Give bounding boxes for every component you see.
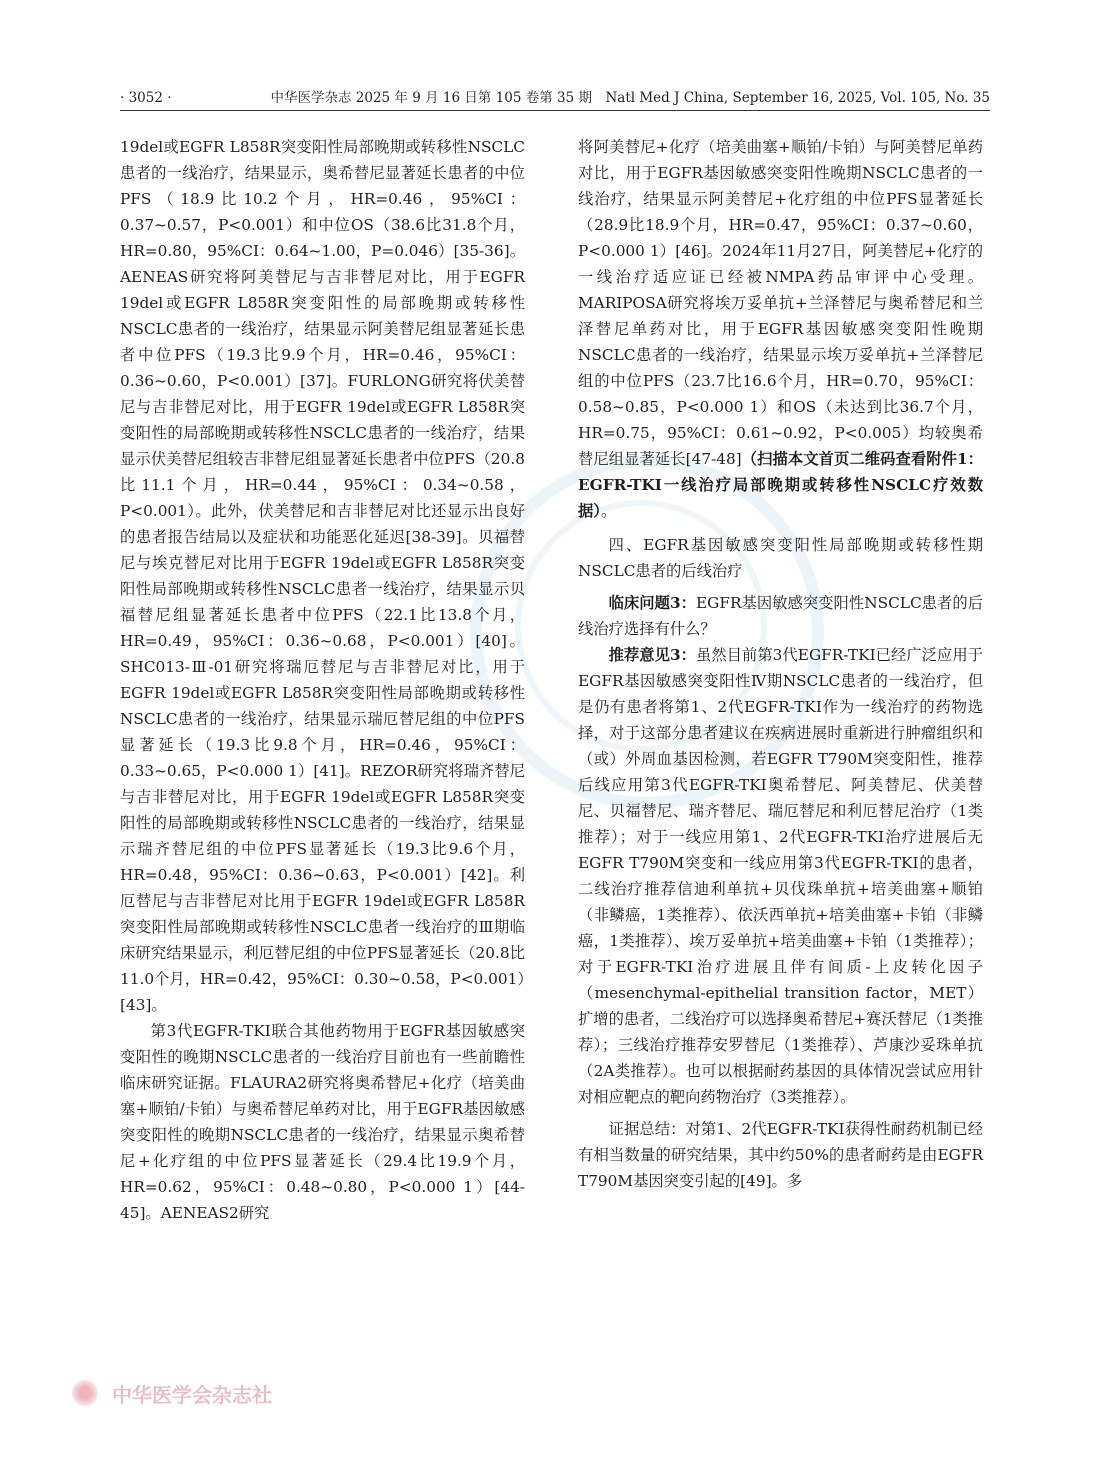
- right-paragraph-1-tail: 。: [600, 502, 617, 520]
- clinical-question-label: 临床问题3：: [608, 594, 696, 612]
- right-paragraph-1-text: 将阿美替尼+化疗（培美曲塞+顺铂/卡铂）与阿美替尼单药对比，用于EGFR基因敏感突变阳性晚期NSCLC患者的一线治疗，结果显示阿美替尼+化疗组的中位PFS显著延长（28.9比18.9个月，HR=0.47，95%CI：0.37~0.60，P<0.000 1）[46]。2024年11月27日，阿美替尼+化疗的一线治疗适应证已经被NMPA药品审评中心受理。MARIPOSA研究将埃万妥单抗+兰泽替尼与奥希替尼和兰泽替尼单药对比，用于EGFR基因敏感突变阳性晚期NSCLC患者的一线治疗，结果显示埃万妥单抗+兰泽替尼组的中位PFS（23.7比16.6个月，HR=0.70，95%CI：0.58~0.85，P<0.000 1）和OS（未达到比36.7个月，HR=0.75，95%CI：0.61~0.92，P<0.005）均较奥希替尼组显著延长[47-48]: [578, 138, 983, 468]
- flower-icon: [72, 1380, 98, 1406]
- right-paragraph-1: [578, 134, 983, 524]
- left-paragraph-1: 19del或EGFR L858R突变阳性局部晚期或转移性NSCLC患者的一线治疗，结果显示，奥希替尼显著延长患者的中位PFS（18.9比10.2个月，HR=0.46，95%CI：0.37~0.57，P<0.001）和中位OS（38.6比31.8个月，HR=0.80，95%CI：0.64~1.00，P=0.046）[35-36]。AENEAS研究将阿美替尼与吉非替尼对比，用于EGFR 19del或EGFR L858R突变阳性的局部晚期或转移性NSCLC患者的一线治疗，结果显示阿美替尼组显著延长患者中位PFS（19.3比9.9个月，HR=0.46，95%CI：0.36~0.60，P<0.001）[37]。FURLONG研究将伏美替尼与吉非替尼对比，用于EGFR 19del或EGFR L858R突变阳性的局部晚期或转移性NSCLC患者的一线治疗，结果显示伏美替尼组较吉非替尼组显著延长患者中位PFS（20.8比11.1个月，HR=0.44，95%CI：0.34~0.58，P<0.001）。此外，伏美替尼和吉非替尼对比还显示出良好的患者报告结局以及症状和功能恶化延迟[38-39]。贝福替尼与埃克替尼对比用于EGFR 19del或EGFR L858R突变阳性局部晚期或转移性NSCLC患者一线治疗，结果显示贝福替尼组显著延长患者中位PFS（22.1比13.8个月，HR=0.49，95%CI：0.36~0.68，P<0.001）[40]。SHC013-Ⅲ-01研究将瑞厄替尼与吉非替尼对比，用于EGFR 19del或EGFR L858R突变阳性局部晚期或转移性NSCLC患者的一线治疗，结果显示瑞厄替尼组的中位PFS显著延长（19.3比9.8个月，HR=0.46，95%CI：0.33~0.65，P<0.000 1）[41]。REZOR研究将瑞齐替尼与吉非替尼对比，用于EGFR 19del或EGFR L858R突变阳性的局部晚期或转移性NSCLC患者的一线治疗，结果显示瑞齐替尼组的中位PFS显著延长（19.3比9.6个月，HR=0.48，95%CI：0.36~0.63，P<0.001）[42]。利厄替尼与吉非替尼对比用于EGFR 19del或EGFR L858R突变阳性局部晚期或转移性NSCLC患者一线治疗的Ⅲ期临床研究结果显示，利厄替尼组的中位PFS显著延长（20.8比11.0个月，HR=0.42，95%CI：0.30~0.58，P<0.001）[43]。: [120, 138, 525, 1014]
- recommendation: [578, 642, 983, 1110]
- appendix-link-note: （扫描本文首页二维码查看附件1：EGFR-TKI一线治疗局部晚期或转移性NSCLC疗效数据）: [578, 450, 983, 520]
- recommendation-text: 虽然目前第3代EGFR-TKI已经广泛应用于EGFR基因敏感突变阳性Ⅳ期NSCLC患者的一线治疗，但是仍有患者将第1、2代EGFR-TKI作为一线治疗的药物选择，对于这部分患者建议在疾病进展时重新进行肿瘤组织和（或）外周血基因检测，若EGFR T790M突变阳性，推荐后线应用第3代EGFR-TKI奥希替尼、阿美替尼、伏美替尼、贝福替尼、瑞齐替尼、瑞厄替尼和利厄替尼治疗（1类推荐）；对于一线应用第1、2代EGFR-TKI治疗进展后无EGFR T790M突变和一线应用第3代EGFR-TKI的患者，二线治疗推荐信迪利单抗+贝伐珠单抗+培美曲塞+顺铂（非鳞癌，1类推荐）、依沃西单抗+培美曲塞+卡铂（非鳞癌，1类推荐）、埃万妥单抗+培美曲塞+卡铂（1类推荐）；对于EGFR-TKI治疗进展且伴有间质-上皮转化因子（mesenchymal-epithelial transition factor，MET）扩增的患者，二线治疗可以选择奥希替尼+赛沃替尼（1类推荐）；三线治疗推荐安罗替尼（1类推荐）、芦康沙妥珠单抗（2A类推荐）。也可以根据耐药基因的具体情况尝试应用针对相应靶点的靶向药物治疗（3类推荐）。: [578, 646, 983, 1106]
- evidence-summary: 证据总结：对第1、2代EGFR-TKI获得性耐药机制已经有相当数量的研究结果，其中约50%的患者耐药是由EGFR T790M基因突变引起的[49]。多: [578, 1120, 983, 1190]
- clinical-question: [578, 590, 983, 642]
- page-header: [120, 86, 990, 111]
- page-number: · 3052 ·: [120, 90, 172, 106]
- recommendation-label: 推荐意见3：: [608, 646, 696, 664]
- left-paragraph-2: 第3代EGFR-TKI联合其他药物用于EGFR基因敏感突变阳性的晚期NSCLC患者的一线治疗目前也有一些前瞻性临床研究证据。FLAURA2研究将奥希替尼+化疗（培美曲塞+顺铂/卡铂）与奥希替尼单药对比，用于EGFR基因敏感突变阳性的晚期NSCLC患者的一线治疗，结果显示奥希替尼+化疗组的中位PFS显著延长（29.4比19.9个月，HR=0.62，95%CI：0.48~0.80，P<0.000 1）[44-45]。AENEAS2研究: [120, 1022, 525, 1222]
- running-head: 中华医学杂志 2025 年 9 月 16 日第 105 卷第 35 期 Natl Med J China, September 16, 2025, Vol. 105, No. 35: [270, 90, 990, 106]
- publisher-logo-text: 中华医学会杂志社: [112, 1382, 272, 1407]
- right-column: [578, 134, 983, 1194]
- section-heading: 四、EGFR基因敏感突变阳性局部晚期或转移性期NSCLC患者的后线治疗: [578, 536, 983, 580]
- publisher-logo: [72, 1378, 272, 1408]
- clinical-question-text: EGFR基因敏感突变阳性NSCLC患者的后线治疗选择有什么？: [578, 594, 983, 638]
- left-column: [120, 134, 525, 1226]
